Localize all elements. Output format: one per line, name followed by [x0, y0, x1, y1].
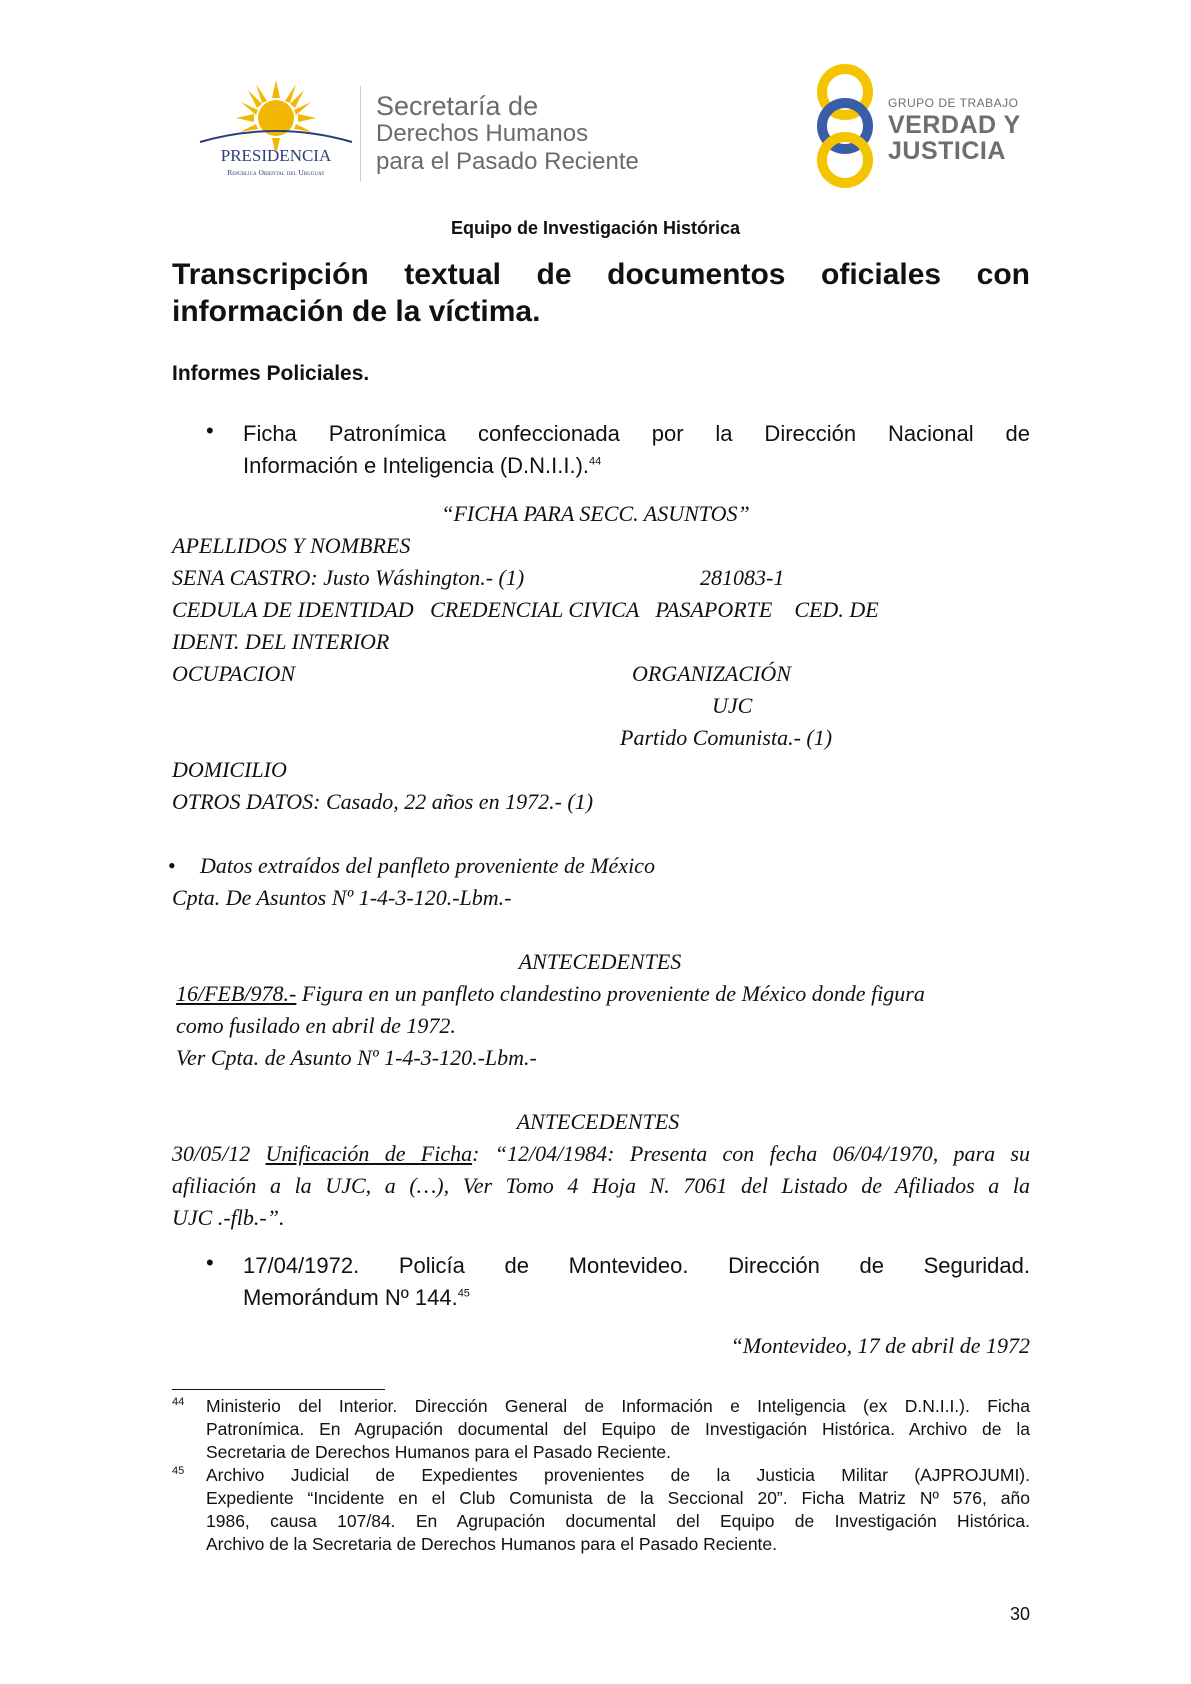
presidencia-country: República Oriental del Uruguay	[227, 168, 325, 177]
antecedentes2-date: 30/05/12	[172, 1141, 266, 1166]
antecedentes1-heading: ANTECEDENTES	[518, 949, 682, 974]
antecedentes1-line2: como fusilado en abril de 1972.	[176, 1013, 456, 1038]
antecedentes1-line1	[176, 978, 925, 1010]
ficha-domicilio: DOMICILIO	[172, 757, 287, 782]
antecedentes1-line3: Ver Cpta. de Asunto Nº 1-4-3-120.-Lbm.-	[176, 1045, 537, 1070]
antecedentes2-line1	[172, 1138, 1030, 1170]
ficha-apellidos: APELLIDOS Y NOMBRES	[172, 533, 411, 558]
team-name: Equipo de Investigación Histórica	[450, 218, 741, 238]
bullet-ficha	[243, 418, 1030, 482]
grupo-line1: GRUPO DE TRABAJO	[888, 96, 1019, 110]
ficha-ocupacion: OCUPACION	[172, 661, 296, 686]
grupo-line3: JUSTICIA	[888, 137, 1006, 165]
bullet-memorandum-line2	[243, 1285, 470, 1310]
title-line1: Transcripción textual de documentos oficiales con	[172, 258, 1030, 291]
footnote-45-number: 45	[172, 1465, 185, 1477]
grupo-line2: VERDAD Y	[888, 111, 1021, 139]
bullet-ficha-line2-text: Información e Inteligencia (D.N.I.I.).	[243, 453, 590, 478]
footnote-44-line2: Patronímica. En Agrupación documental del Equipo de Investigación Histórica. Archivo de la	[206, 1419, 1030, 1439]
title-line2: información de la víctima.	[172, 295, 541, 328]
page-title	[172, 256, 1030, 330]
bullet-memorandum-line2-text: Memorándum Nº 144.	[243, 1285, 458, 1310]
bullet-ficha-line2	[243, 453, 601, 478]
footnote-ref-45[interactable]: 45	[457, 1287, 470, 1300]
bullet-memorandum-line1: 17/04/1972. Policía de Montevideo. Dirección de Seguridad.	[243, 1253, 1030, 1278]
ficha-cedula-line2: IDENT. DEL INTERIOR	[172, 629, 390, 654]
ficha-heading: “FICHA PARA SECC. ASUNTOS”	[441, 501, 750, 526]
sun-icon	[196, 80, 356, 150]
footnote-rule	[172, 1389, 385, 1390]
footnote-45-line2: Expediente “Incidente en el Club Comunista de la Seccional 20”. Ficha Matriz Nº 576, año	[206, 1488, 1030, 1508]
footnote-45-line3: 1986, causa 107/84. En Agrupación documental del Equipo de Investigación Histórica.	[206, 1511, 1030, 1531]
antecedentes2-heading: ANTECEDENTES	[516, 1109, 680, 1134]
datos-cpta: Cpta. De Asuntos Nº 1-4-3-120.-Lbm.-	[172, 885, 512, 910]
unificacion-ficha-link: Unificación de Ficha	[265, 1141, 473, 1166]
rings-icon	[810, 62, 880, 190]
datos-bullet-dot: •	[168, 853, 176, 878]
antecedentes1-text1: Figura en un panfleto clandestino proveniente de México donde figura	[296, 981, 925, 1006]
grupo-logo	[810, 62, 1030, 190]
page-number: 30	[1010, 1604, 1031, 1624]
secretaria-line1: Secretaría de	[376, 91, 539, 121]
ficha-name: SENA CASTRO: Justo Wáshington.- (1)	[172, 565, 525, 590]
ficha-cedula-line1: CEDULA DE IDENTIDAD CREDENCIAL CIVICA PASAPORTE CED. DE	[172, 597, 879, 622]
bullet-ficha-line1: Ficha Patronímica confeccionada por la Dirección Nacional de	[243, 421, 1030, 446]
section-heading: Informes Policiales.	[172, 362, 370, 385]
ficha-otros: OTROS DATOS: Casado, 22 años en 1972.- (1)	[172, 789, 594, 814]
datos-bullet: Datos extraídos del panfleto proveniente de México	[200, 853, 655, 878]
ficha-organizacion: ORGANIZACIÓN	[632, 661, 791, 686]
antecedentes2-line3: UJC .-flb.-”.	[172, 1205, 285, 1230]
antecedentes2-line2: afiliación a la UJC, a (…), Ver Tomo 4 Hoja N. 7061 del Listado de Afiliados a la	[172, 1173, 1030, 1198]
presidencia-logo	[196, 80, 356, 180]
secretaria-line3: para el Pasado Reciente	[376, 148, 639, 175]
ficha-number: 281083-1	[700, 565, 785, 590]
antecedentes2-text1: : “12/04/1984: Presenta con fecha 06/04/1970, para su	[472, 1141, 1030, 1166]
footnote-45-line4: Archivo de la Secretaria de Derechos Humanos para el Pasado Reciente.	[206, 1534, 778, 1554]
ficha-org-pc: Partido Comunista.- (1)	[620, 725, 833, 750]
ficha-org-ujc: UJC	[712, 693, 753, 718]
bullet-dot: •	[206, 418, 214, 443]
footnote-45-line1: Archivo Judicial de Expedientes provenientes de la Justicia Militar (AJPROJUMI).	[206, 1465, 1030, 1485]
antecedentes1-date: 16/FEB/978.-	[176, 981, 297, 1006]
footnote-ref-44[interactable]: 44	[589, 455, 602, 468]
footnote-44-line1: Ministerio del Interior. Dirección General de Información e Inteligencia (ex D.N.I.I.). Ficha	[206, 1396, 1030, 1416]
secretaria-logo	[376, 92, 639, 176]
bullet-dot-2: •	[206, 1250, 214, 1275]
logo-divider	[360, 86, 361, 182]
bullet-memorandum	[243, 1250, 1030, 1314]
quote-date: “Montevideo, 17 de abril de 1972	[730, 1333, 1030, 1358]
footnote-44-number: 44	[172, 1396, 185, 1408]
footnote-44	[206, 1395, 1030, 1464]
footnote-45	[206, 1464, 1030, 1556]
footnote-44-line3: Secretaria de Derechos Humanos para el Pasado Reciente.	[206, 1442, 671, 1462]
secretaria-line2: Derechos Humanos	[376, 120, 589, 147]
presidencia-name: PRESIDENCIA	[220, 146, 332, 165]
